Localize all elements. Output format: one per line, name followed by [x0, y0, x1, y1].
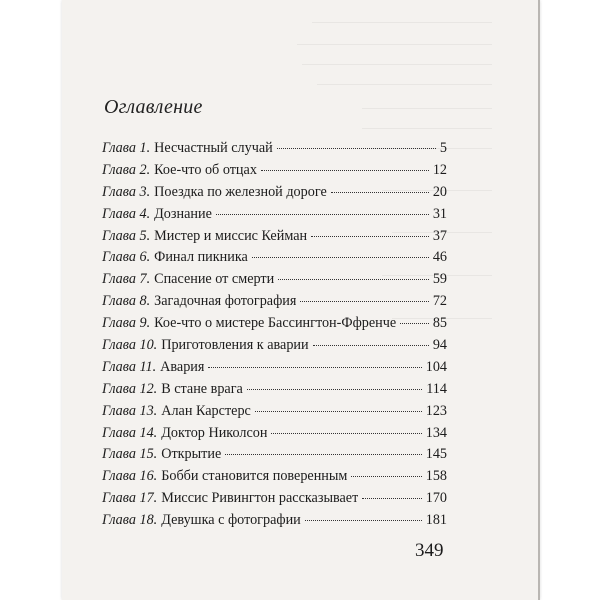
book-page	[62, 0, 540, 600]
chapter-label: Глава 18.	[102, 512, 158, 529]
chapter-page: 94	[432, 337, 447, 354]
toc-entry	[102, 337, 447, 359]
chapter-title: Мистер и миссис Кейман	[154, 227, 308, 244]
toc-entry	[102, 425, 447, 447]
toc-entry	[102, 315, 447, 337]
table-of-contents	[102, 140, 447, 534]
chapter-label: Глава 9.	[102, 315, 151, 332]
chapter-label: Глава 5.	[102, 227, 151, 244]
chapter-label: Глава 4.	[102, 205, 151, 222]
chapter-title: Кое-что о мистере Бассингтон-Ффренче	[154, 315, 397, 332]
toc-entry	[102, 512, 447, 534]
chapter-label: Глава 11.	[102, 358, 157, 375]
chapter-page: 59	[432, 271, 447, 288]
chapter-label: Глава 13.	[102, 402, 158, 419]
chapter-label: Глава 17.	[102, 490, 158, 507]
chapter-label: Глава 2.	[102, 161, 151, 178]
chapter-page: 37	[432, 227, 447, 244]
chapter-title: Кое-что об отцах	[154, 161, 257, 178]
chapter-title: Поездка по железной дороге	[154, 183, 327, 200]
toc-entry	[102, 490, 447, 512]
chapter-title: Спасение от смерти	[154, 271, 275, 288]
chapter-page: 114	[426, 380, 447, 397]
chapter-title: Бобби становится поверенным	[161, 468, 348, 485]
dot-leader	[225, 454, 421, 455]
chapter-label: Глава 1.	[102, 140, 151, 156]
chapter-label: Глава 6.	[102, 249, 151, 266]
chapter-page: 134	[425, 424, 447, 441]
dot-leader	[305, 520, 422, 521]
chapter-page: 72	[432, 293, 447, 310]
dot-leader	[255, 411, 422, 412]
chapter-title: Девушка с фотографии	[161, 512, 301, 529]
toc-entry	[102, 228, 447, 250]
chapter-title: Приготовления к аварии	[161, 337, 309, 354]
chapter-page: 123	[425, 402, 447, 419]
chapter-label: Глава 16.	[102, 468, 158, 485]
dot-leader	[400, 323, 429, 324]
toc-entry	[102, 249, 447, 271]
toc-heading: Оглавление	[104, 96, 203, 118]
dot-leader	[277, 148, 436, 149]
chapter-title: Доктор Николсон	[161, 424, 268, 441]
chapter-page: 181	[425, 512, 447, 529]
chapter-title: Финал пикника	[154, 249, 248, 266]
dot-leader	[300, 301, 428, 302]
dot-leader	[208, 367, 421, 368]
toc-entry	[102, 184, 447, 206]
chapter-title: Авария	[160, 358, 205, 375]
chapter-label: Глава 3.	[102, 183, 151, 200]
dot-leader	[351, 476, 421, 477]
chapter-label: Глава 12.	[102, 380, 158, 397]
chapter-page: 104	[425, 358, 447, 375]
chapter-title: Несчастный случай	[154, 140, 273, 156]
chapter-title: Миссис Ривингтон рассказывает	[161, 490, 359, 507]
toc-entry	[102, 140, 447, 162]
dot-leader	[216, 214, 429, 215]
dot-leader	[278, 279, 429, 280]
chapter-label: Глава 15.	[102, 446, 158, 463]
toc-entry	[102, 403, 447, 425]
chapter-title: Дознание	[154, 205, 212, 222]
chapter-title: Алан Карстерс	[161, 402, 251, 419]
dot-leader	[247, 389, 422, 390]
chapter-page: 12	[432, 161, 447, 178]
dot-leader	[313, 345, 429, 346]
toc-entry	[102, 162, 447, 184]
toc-entry	[102, 468, 447, 490]
page-number: 349	[415, 540, 444, 561]
chapter-label: Глава 10.	[102, 337, 158, 354]
chapter-page: 31	[432, 205, 447, 222]
dot-leader	[271, 433, 421, 434]
chapter-page: 170	[425, 490, 447, 507]
dot-leader	[311, 236, 429, 237]
dot-leader	[362, 498, 421, 499]
dot-leader	[261, 170, 429, 171]
chapter-title: В стане врага	[161, 380, 243, 397]
chapter-title: Открытие	[161, 446, 222, 463]
chapter-page: 85	[432, 315, 447, 332]
chapter-page: 46	[432, 249, 447, 266]
chapter-label: Глава 14.	[102, 424, 158, 441]
toc-entry	[102, 271, 447, 293]
toc-entry	[102, 206, 447, 228]
toc-entry	[102, 293, 447, 315]
toc-entry	[102, 446, 447, 468]
chapter-label: Глава 7.	[102, 271, 151, 288]
chapter-page: 158	[425, 468, 447, 485]
toc-entry	[102, 381, 447, 403]
toc-entry	[102, 359, 447, 381]
dot-leader	[252, 257, 429, 258]
chapter-label: Глава 8.	[102, 293, 151, 310]
chapter-page: 5	[439, 140, 447, 156]
dot-leader	[331, 192, 429, 193]
chapter-page: 145	[425, 446, 447, 463]
chapter-page: 20	[432, 183, 447, 200]
chapter-title: Загадочная фотография	[154, 293, 297, 310]
